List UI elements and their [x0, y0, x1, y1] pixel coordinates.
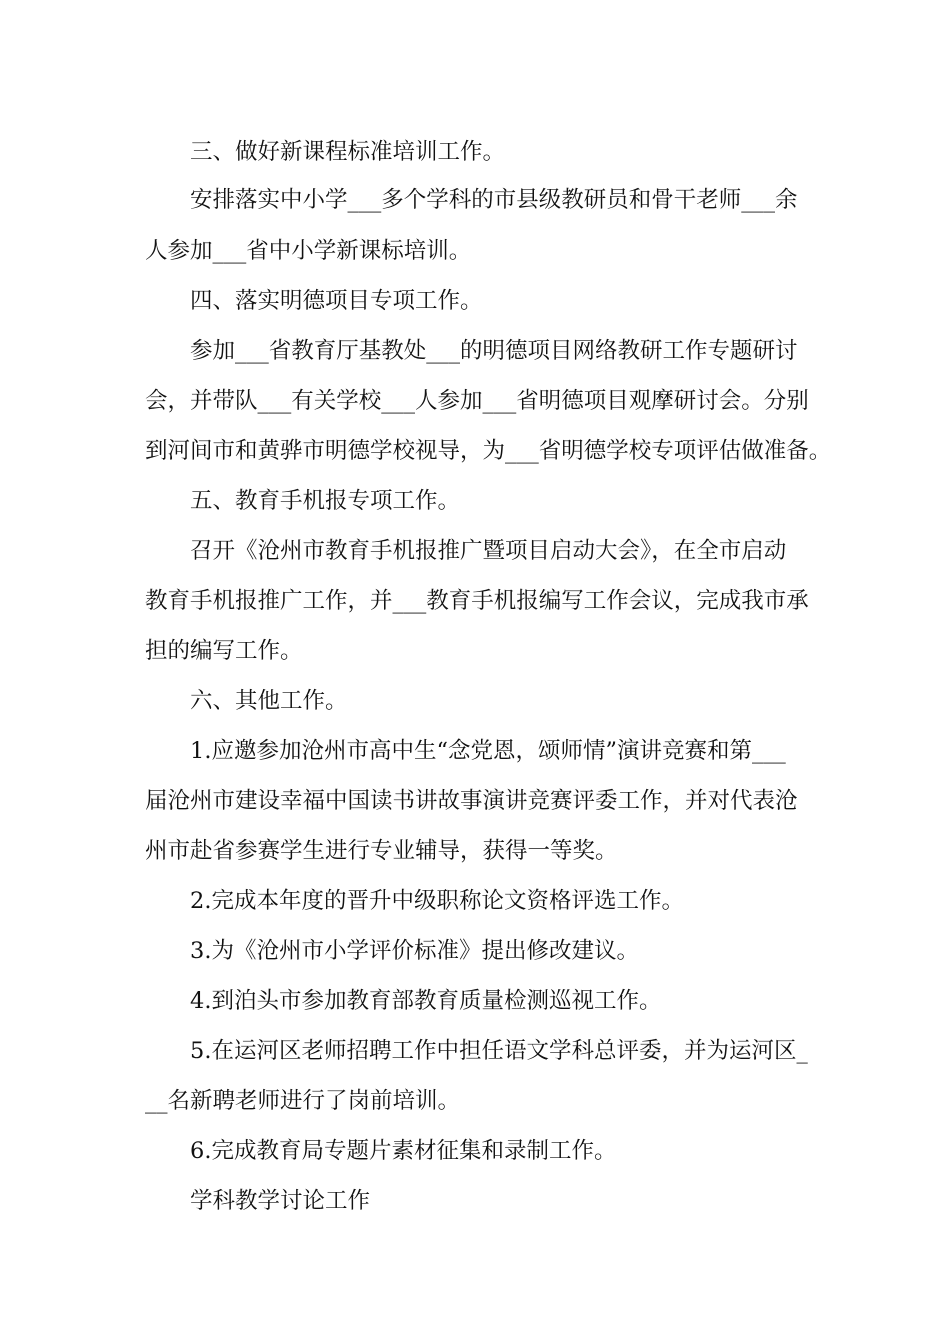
section-heading-6: 六、其他工作。	[190, 688, 348, 714]
section-heading-5: 五、教育手机报专项工作。	[190, 488, 461, 514]
list-item-line: 州市赴省参赛学生进行专业辅导，获得一等奖。	[145, 838, 618, 864]
list-item-line: 1.应邀参加沧州市高中生“念党恩，颂师情”演讲竞赛和第___	[190, 738, 786, 764]
paragraph-line: 参加___省教育厅基教处___的明德项目网络教研工作专题研讨	[190, 338, 798, 364]
paragraph-line: 召开《沧州市教育手机报推广暨项目启动大会》，在全市启动	[190, 538, 787, 564]
paragraph-line: 教育手机报推广工作，并___教育手机报编写工作会议，完成我市承	[145, 588, 809, 614]
paragraph-line: 人参加___省中小学新课标培训。	[145, 238, 472, 264]
list-item-line: 5.在运河区老师招聘工作中担任语文学科总评委，并为运河区_	[190, 1038, 808, 1064]
paragraph-line: 安排落实中小学___多个学科的市县级教研员和骨干老师___余	[190, 187, 798, 213]
list-item-line: __名新聘老师进行了岗前培训。	[145, 1088, 461, 1114]
section-heading-3: 三、做好新课程标准培训工作。	[190, 139, 506, 165]
list-item-line: 届沧州市建设幸福中国读书讲故事演讲竞赛评委工作，并对代表沧	[145, 788, 798, 814]
paragraph-line: 到河间市和黄骅市明德学校视导，为___省明德学校专项评估做准备。	[145, 438, 832, 464]
section-heading: 学科教学讨论工作	[190, 1188, 371, 1214]
list-item-line: 6.完成教育局专题片素材征集和录制工作。	[190, 1138, 617, 1164]
list-item-line: 4.到泊头市参加教育部教育质量检测巡视工作。	[190, 988, 662, 1014]
section-heading-4: 四、落实明德项目专项工作。	[190, 288, 483, 314]
paragraph-line: 担的编写工作。	[145, 638, 303, 664]
list-item-line: 2.完成本年度的晋升中级职称论文资格评选工作。	[190, 888, 684, 914]
list-item-line: 3.为《沧州市小学评价标准》提出修改建议。	[190, 938, 639, 964]
paragraph-line: 会，并带队___有关学校___人参加___省明德项目观摩研讨会。分别	[145, 388, 809, 414]
